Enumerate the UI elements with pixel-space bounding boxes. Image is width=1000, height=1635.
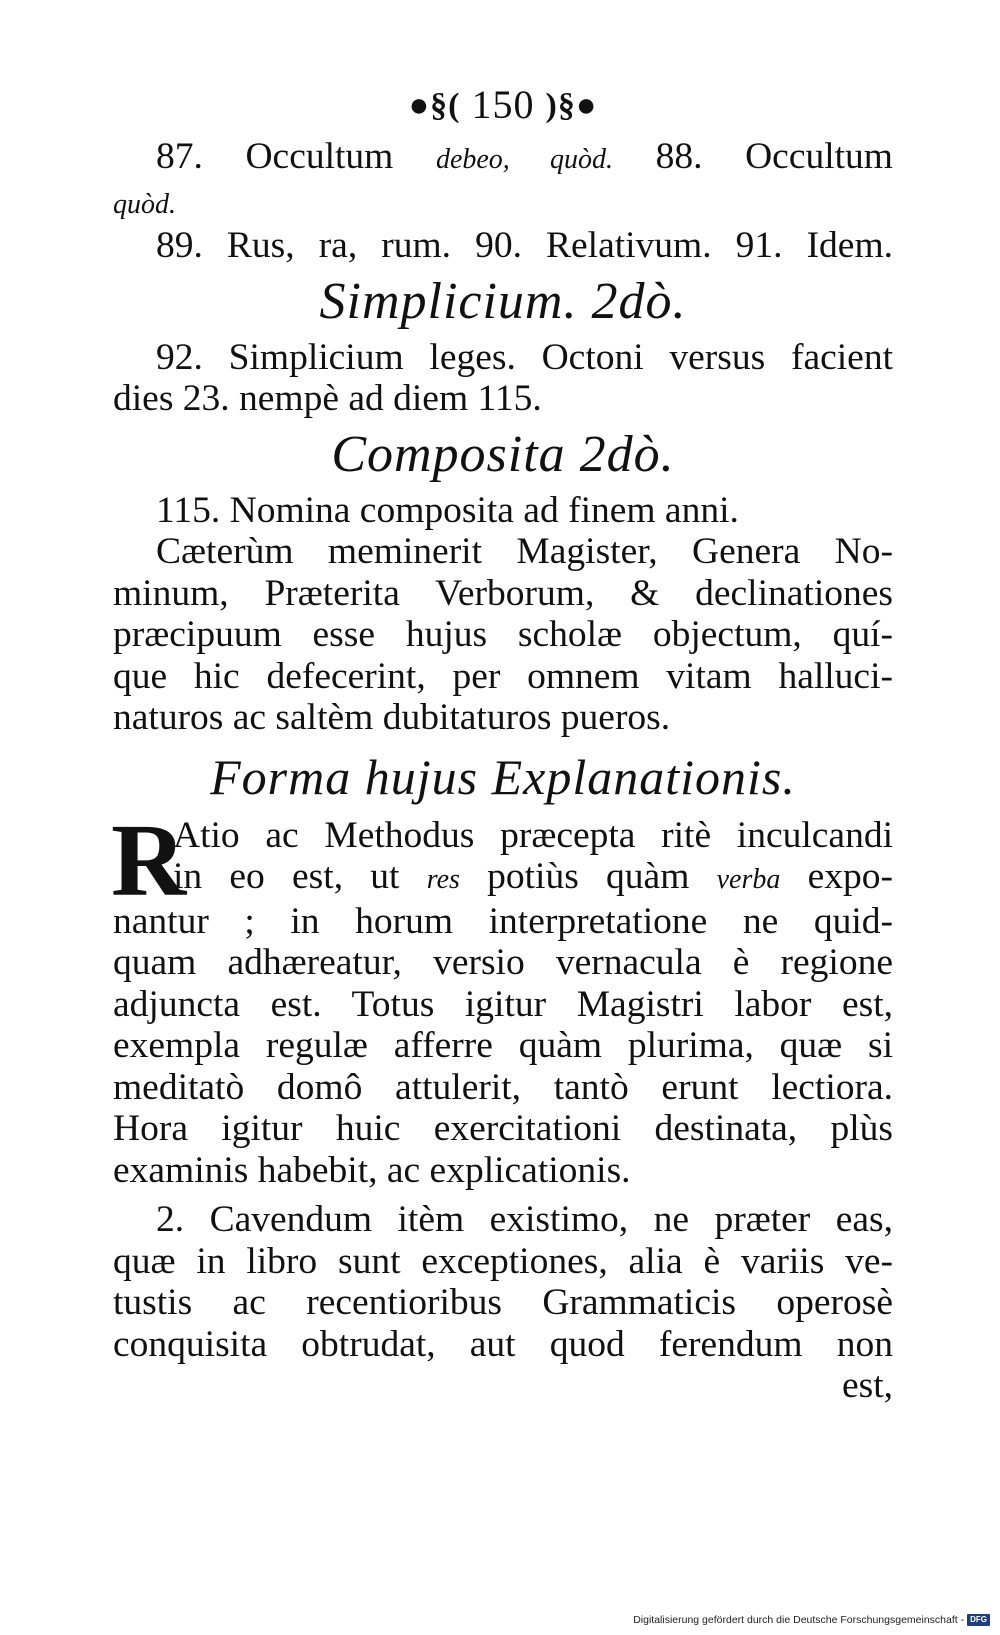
header-ornament-right: )§● [545, 87, 598, 124]
section-heading-simplicium: Simplicium. 2dò. [319, 272, 687, 330]
text-line: conquisita obtrudat, aut quod ferendum non [113, 1323, 893, 1365]
text-line: que hic defecerint, per omnem vitam halluci- [113, 655, 893, 697]
page-header [113, 78, 893, 136]
text-span: potiùs quàm [459, 856, 717, 897]
text-line: 92. Simplicium leges. Octoni versus facient [156, 336, 893, 378]
text-line: 2. Cavendum itèm existimo, ne præter eas, [156, 1199, 893, 1240]
section-heading-forma: Forma hujus Explanationis. [210, 748, 796, 805]
page-number: 150 [471, 82, 535, 127]
italic-span: verba [716, 864, 781, 895]
italic-span: quòd. [113, 188, 176, 220]
text-span: 87. Occultum [156, 136, 436, 177]
text-line: meditatò domô attulerit, tantò erunt lectiora. [113, 1066, 893, 1108]
text-line: præcipuum esse hujus scholæ objectum, quí- [113, 614, 893, 655]
italic-span: debeo, quòd. [435, 144, 614, 175]
text-line: Hora igitur huic exercitationi destinata, plùs [113, 1108, 893, 1149]
italic-span: res [426, 864, 460, 895]
text-span: 88. Occultum [613, 136, 893, 177]
paragraph-ratio [111, 802, 893, 1192]
catchword: est, [841, 1365, 893, 1406]
text-line: examinis habebit, ac explicationis. [113, 1149, 631, 1191]
text-line: tustis ac recentioribus Grammaticis operosè [113, 1282, 893, 1323]
text-line [113, 181, 893, 226]
text-line: nantur ; in horum interpretatione ne quid- [113, 900, 893, 942]
book-page [113, 78, 893, 1407]
digitization-footer [633, 1614, 990, 1626]
text-line: 89. Rus, ra, rum. 90. Relativum. 91. Idem. [156, 225, 893, 266]
drop-cap: R [111, 802, 187, 918]
text-span: expo- [780, 856, 893, 897]
text-line [113, 856, 893, 901]
section-heading-composita: Composita 2dò. [331, 425, 675, 483]
dfg-logo: DFG [967, 1614, 990, 1626]
footer-text: Digitalisierung gefördert durch die Deutsche Forschungsgemeinschaft - [633, 1614, 965, 1626]
header-ornament-left: ●§( [408, 87, 461, 124]
text-span: in eo est, ut [173, 856, 427, 897]
text-line: 115. Nomina composita ad finem anni. [156, 489, 739, 531]
text-line: minum, Præterita Verborum, & declinationes [113, 572, 893, 614]
text-line: naturos ac saltèm dubitaturos pueros. [113, 697, 671, 738]
paragraph-caeterum [113, 531, 893, 739]
text-line: dies 23. nempè ad diem 115. [113, 378, 542, 419]
text-line: quam adhæreatur, versio vernacula è regione [113, 942, 893, 983]
text-line: exempla regulæ afferre quàm plurima, quæ si [113, 1025, 893, 1066]
text-line: adjuncta est. Totus igitur Magistri labor est, [113, 983, 893, 1025]
text-line: Atio ac Methodus præcepta ritè inculcandi [173, 814, 893, 856]
text-line: Cæterùm meminerit Magister, Genera No- [156, 531, 893, 572]
text-line: quæ in libro sunt exceptiones, alia è variis ve- [113, 1240, 893, 1282]
text-line [113, 136, 893, 181]
paragraph-cavendum [113, 1199, 893, 1407]
